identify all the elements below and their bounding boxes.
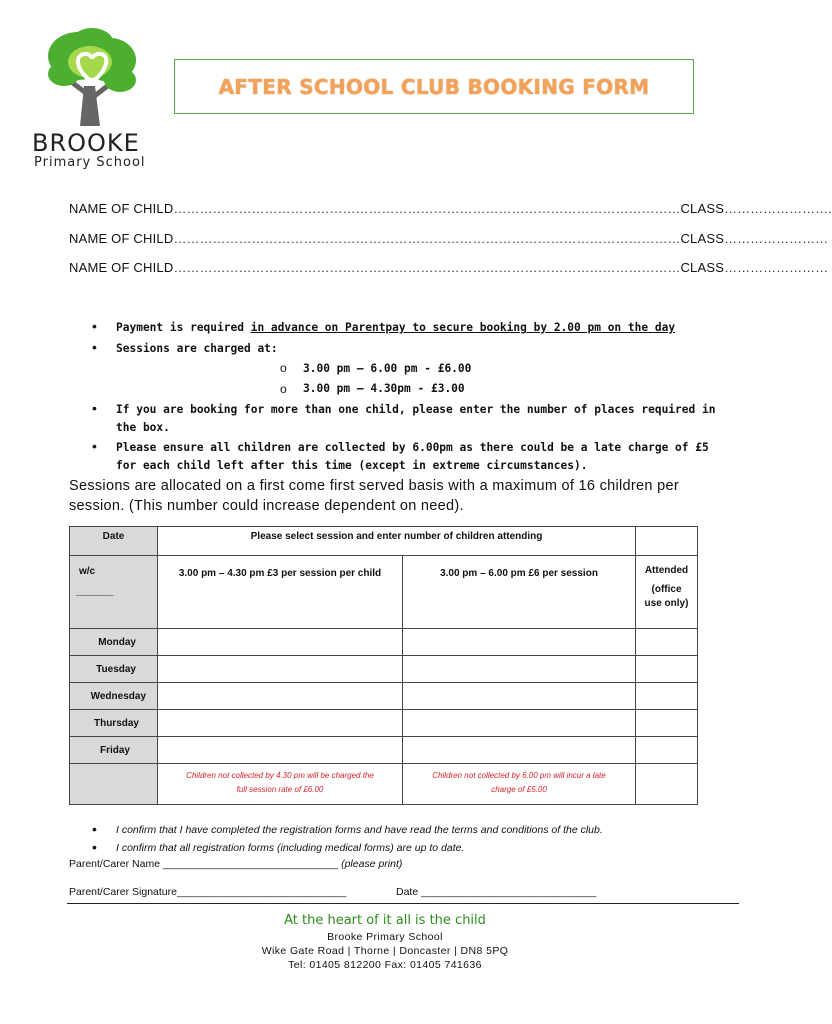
thursday-long-input[interactable] [402,709,636,737]
name-dots: ……………………………………………………………………………………………………… [173,260,681,275]
wednesday-attended [635,682,698,710]
day-label: Monday [98,637,136,648]
collect-line2: for each child left after this time (except in extreme circumstances). [116,459,588,472]
multiple-child-line2: the box. [116,421,170,434]
signature-row[interactable] [69,886,346,898]
attended-label: Attended [644,565,689,576]
confirm-line-2: I confirm that all registration forms (including medical forms) are up to date. [116,842,465,854]
day-cell-monday [69,628,158,656]
wednesday-long-input[interactable] [402,682,636,710]
school-subtitle: Primary School [34,155,146,170]
col-long-header: 3.00 pm – 6.00 pm £6 per session [440,568,598,579]
bullet-icon: • [92,400,97,416]
select-header-cell [157,526,636,556]
wc-label: w/c [79,566,96,577]
footer-address: Wike Gate Road | Thorne | Doncaster | DN8 5PQ [261,945,509,957]
signature-label: Parent/Carer Signature [69,886,177,898]
collect-line1: Please ensure all children are collected by 6.00pm as there could be a late charge of £5 [116,441,709,454]
tuesday-attended [635,655,698,683]
parent-name-blank: ______________________________ [162,858,339,870]
payment-info [116,321,675,334]
col-short-header: 3.00 pm – 4.30 pm £3 per session per child [178,568,382,579]
note-long-2: charge of £5.00 [491,785,547,794]
child-name-row-3[interactable] [69,260,828,275]
col-short-cell [157,555,403,629]
payment-prefix: Payment is required [116,321,251,334]
bullet-icon: • [92,318,97,334]
tuesday-short-input[interactable] [157,655,403,683]
payment-underlined: in advance on Parentpay to secure booking by 2.00 pm on the day [250,321,676,334]
day-label: Friday [99,745,130,756]
office-label-2: use only) [644,598,689,609]
thursday-attended [635,709,698,737]
sessions-charged: Sessions are charged at: [116,342,278,355]
monday-attended [635,628,698,656]
school-logo [32,26,147,171]
friday-short-input[interactable] [157,736,403,764]
attended-header-blank [635,526,698,556]
day-cell-friday [69,736,158,764]
note-long-1: Children not collected by 6.00 pm will incur a late [432,771,606,780]
tree-heart-icon [40,26,140,136]
friday-attended [635,736,698,764]
allocation-line2: session. (This number could increase dependent on need). [69,498,464,514]
multiple-child-line1: If you are booking for more than one child, please enter the number of places required in [116,403,716,416]
bullet-icon: • [92,339,97,355]
select-header: Please select session and enter number of children attending [250,531,543,542]
day-cell-thursday [69,709,158,737]
class-label: CLASS [680,231,725,246]
sub-bullet-icon: o [280,382,287,396]
form-title: AFTER SCHOOL CLUB BOOKING FORM [218,74,650,99]
notes-blank-cell [69,763,158,805]
bullet-icon: • [92,821,97,837]
note-short-2: full session rate of £6.00 [236,785,324,794]
day-cell-wednesday [69,682,158,710]
child-name-label: NAME OF CHILD [69,260,174,275]
monday-long-input[interactable] [402,628,636,656]
name-dots: ……………………………………………………………………………………………………… [173,231,681,246]
school-name-block [32,130,147,170]
friday-long-input[interactable] [402,736,636,764]
bullet-icon: • [92,438,97,454]
date-blank: ______________________________ [421,886,597,898]
footer-contact: Tel: 01405 812200 Fax: 01405 741636 [288,959,482,971]
signature-blank: _____________________________ [176,886,347,898]
tuesday-long-input[interactable] [402,655,636,683]
wc-blank: ________ [76,586,113,597]
notes-attended-blank [635,763,698,805]
footer-divider [67,903,739,904]
office-label-1: (office [651,584,682,595]
class-dots: …………………… [724,260,829,275]
note-long-cell [402,763,636,805]
child-name-label: NAME OF CHILD [69,231,174,246]
day-label: Tuesday [96,664,136,675]
child-name-label: NAME OF CHILD [69,201,174,216]
col-long-cell [402,555,636,629]
wc-cell[interactable] [69,555,158,629]
class-dots: ……………………. [724,201,832,216]
footer-motto: At the heart of it all is the child [284,913,486,928]
rate-short: 3.00 pm – 4.30pm - £3.00 [303,382,465,395]
day-label: Thursday [93,718,139,729]
date-header-cell [69,526,158,556]
parent-name-row[interactable] [69,858,402,870]
thursday-short-input[interactable] [157,709,403,737]
footer-school: Brooke Primary School [327,931,443,943]
allocation-text [69,476,709,516]
confirm-line-1: I confirm that I have completed the registration forms and have read the terms and conditions of the club. [116,824,603,836]
attended-cell [635,555,698,629]
form-title-box [174,59,694,114]
note-short-cell [157,763,403,805]
sub-bullet-icon: o [280,361,287,375]
date-header: Date [102,531,125,542]
class-label: CLASS [680,260,725,275]
class-label: CLASS [680,201,725,216]
parent-name-label: Parent/Carer Name [69,858,161,870]
monday-short-input[interactable] [157,628,403,656]
date-label: Date [396,886,419,898]
child-name-row-2[interactable] [69,231,828,246]
rate-long: 3.00 pm – 6.00 pm - £6.00 [303,362,472,375]
child-name-row-1[interactable] [69,201,832,216]
bullet-icon: • [92,839,97,855]
day-label: Wednesday [90,691,146,702]
date-row[interactable] [396,886,596,898]
note-short-1: Children not collected by 4.30 pm will be charged the [186,771,374,780]
please-print: (please print) [341,858,403,870]
class-dots: …………………… [724,231,829,246]
name-dots: ……………………………………………………………………………………………………… [173,201,681,216]
day-cell-tuesday [69,655,158,683]
wednesday-short-input[interactable] [157,682,403,710]
allocation-line1: Sessions are allocated on a first come first served basis with a maximum of 16 children per [69,478,679,494]
school-name: BROOKE [32,129,140,157]
booking-table [69,526,698,805]
